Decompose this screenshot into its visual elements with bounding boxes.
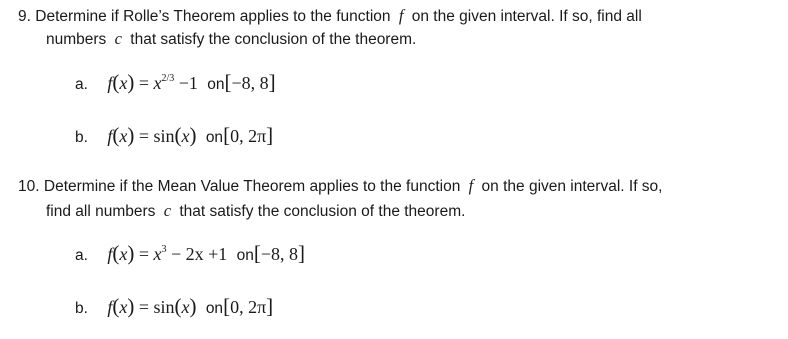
interval: [0, 2π]: [223, 123, 274, 147]
part-label: a.: [75, 247, 88, 264]
question-text: on the given interval. If so, find all: [411, 8, 642, 25]
on-word: on: [207, 76, 225, 93]
math-expression: f(x) = sin(x): [107, 294, 197, 318]
math-expression: $f(x) = x^{2/3} -1$: [107, 70, 198, 94]
part-label: b.: [75, 129, 88, 146]
interval: [0, 2π]: [223, 294, 274, 318]
interval: [−8, 8]: [253, 241, 306, 265]
question-9-part-b: [75, 123, 273, 150]
question-9-line-1: [18, 6, 642, 27]
question-10-part-a: [75, 241, 305, 268]
part-label: b.: [75, 300, 88, 317]
question-text: Determine if the Mean Value Theorem applies to the function: [43, 178, 461, 195]
on-word: on: [236, 247, 254, 264]
interval: [−8, 8]: [224, 70, 276, 94]
question-10-line-1: [18, 176, 662, 197]
question-10-line-2: [46, 201, 465, 222]
question-9-line-2: [46, 29, 416, 50]
c-symbol: c: [163, 201, 172, 220]
question-text: on the given interval. If so,: [481, 178, 663, 195]
function-symbol: f: [398, 6, 404, 25]
function-symbol: f: [468, 176, 474, 195]
math-expression: $f(x) = x^3 - 2x +1$: [107, 241, 228, 265]
math-expression: f(x) = sin(x): [107, 123, 197, 147]
question-text: that satisfy the conclusion of the theorem.: [179, 203, 466, 220]
c-symbol: c: [114, 29, 122, 48]
on-word: on: [205, 129, 224, 146]
part-label: a.: [75, 76, 88, 93]
question-9-part-a: [75, 70, 276, 97]
on-word: on: [205, 300, 224, 317]
question-text: numbers: [46, 31, 107, 48]
question-text: Determine if Rolle’s Theorem applies to the function: [35, 8, 391, 25]
question-number: 9.: [18, 8, 31, 25]
question-10-part-b: [75, 294, 273, 321]
question-text: find all numbers: [46, 203, 156, 220]
question-text: that satisfy the conclusion of the theorem.: [130, 31, 417, 48]
question-number: 10.: [18, 178, 40, 195]
